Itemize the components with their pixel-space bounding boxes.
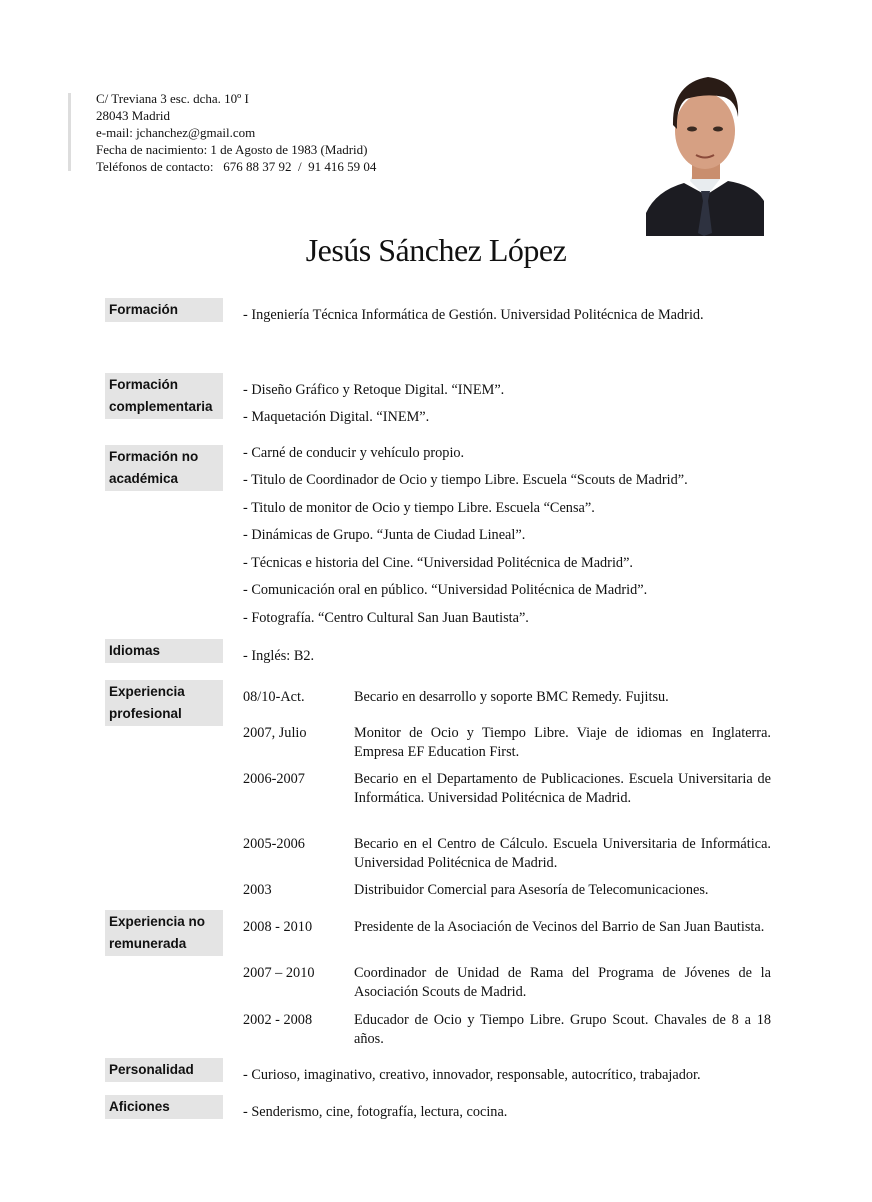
section-title: Aficiones: [109, 1099, 170, 1114]
volunteer-row: [243, 1011, 771, 1048]
list-item: - Titulo de monitor de Ocio y tiempo Libre. Escuela “Censa”.: [243, 500, 595, 516]
volunteer-text: Educador de Ocio y Tiempo Libre. Grupo Scout. Chavales de 8 a 18 años.: [354, 1012, 771, 1047]
experience-row: [243, 770, 771, 807]
experience-text: Becario en desarrollo y soporte BMC Remedy. Fujitsu.: [354, 689, 669, 705]
experience-row: [243, 724, 771, 761]
section-formacion: [105, 298, 223, 322]
profile-photo: [646, 73, 764, 236]
section-title: Formación: [109, 302, 179, 317]
section-title: Experiencia no: [109, 914, 206, 929]
experience-text: Becario en el Departamento de Publicaciones. Escuela Universitaria de Informática. Universidad Politécnica de Madrid.: [354, 771, 771, 806]
list-item: - Técnicas e historia del Cine. “Universidad Politécnica de Madrid”.: [243, 555, 633, 571]
volunteer-date: 2008 - 2010: [243, 919, 313, 935]
contact-birth: Fecha de nacimiento: 1 de Agosto de 1983 (Madrid): [96, 142, 368, 157]
experience-text: Distribuidor Comercial para Asesoría de Telecomunicaciones.: [354, 882, 709, 898]
list-item: - Comunicación oral en público. “Universidad Politécnica de Madrid”.: [243, 582, 648, 598]
list-item: - Fotografía. “Centro Cultural San Juan Bautista”.: [243, 610, 529, 626]
experience-date: 2005-2006: [243, 836, 305, 852]
section-title: académica: [109, 471, 179, 486]
section-title: Formación no: [109, 449, 199, 464]
contact-phones: Teléfonos de contacto: 676 88 37 92 / 91 416 59 04: [96, 159, 377, 174]
section-title: complementaria: [109, 399, 213, 414]
experience-row: [243, 881, 771, 900]
list-item: - Senderismo, cine, fotografía, lectura, cocina.: [243, 1104, 508, 1120]
contact-bar: [68, 93, 71, 171]
section-complementaria: [105, 373, 223, 419]
contact-city: 28043 Madrid: [96, 108, 171, 123]
volunteer-row: [243, 964, 771, 1001]
experience-date: 2007, Julio: [243, 725, 307, 741]
list-item: - Inglés: B2.: [243, 648, 315, 664]
volunteer-date: 2007 – 2010: [243, 965, 315, 981]
list-item: - Titulo de Coordinador de Ocio y tiempo Libre. Escuela “Scouts de Madrid”.: [243, 472, 688, 488]
section-title: Idiomas: [109, 643, 161, 658]
experience-date: 2006-2007: [243, 771, 305, 787]
experience-text: Monitor de Ocio y Tiempo Libre. Viaje de idiomas en Inglaterra. Empresa EF Education First.: [354, 725, 771, 760]
list-item: - Diseño Gráfico y Retoque Digital. “INEM”.: [243, 382, 505, 398]
experience-text: Becario en el Centro de Cálculo. Escuela Universitaria de Informática. Universidad Politécnica de Madrid.: [354, 836, 771, 871]
volunteer-text: Coordinador de Unidad de Rama del Programa de Jóvenes de la Asociación Scouts de Madrid.: [354, 965, 771, 1000]
list-item: - Ingeniería Técnica Informática de Gestión. Universidad Politécnica de Madrid.: [243, 307, 704, 323]
contact-block: [96, 90, 376, 175]
experience-date: 08/10-Act.: [243, 689, 305, 705]
volunteer-row: [243, 918, 771, 937]
volunteer-text: Presidente de la Asociación de Vecinos del Barrio de San Juan Bautista.: [354, 919, 765, 935]
list-item: - Maquetación Digital. “INEM”.: [243, 409, 430, 425]
section-no-academica: [105, 445, 223, 491]
section-title: Experiencia: [109, 684, 185, 699]
list-item: - Curioso, imaginativo, creativo, innovador, responsable, autocrítico, trabajador.: [243, 1067, 701, 1083]
contact-email: e-mail: jchanchez@gmail.com: [96, 125, 256, 140]
list-item: - Dinámicas de Grupo. “Junta de Ciudad Lineal”.: [243, 527, 526, 543]
experience-row: [243, 688, 771, 707]
section-idiomas: [105, 639, 223, 663]
section-title: remunerada: [109, 936, 187, 951]
section-personalidad: [105, 1058, 223, 1082]
section-aficiones: [105, 1095, 223, 1119]
section-title: Personalidad: [109, 1062, 194, 1077]
list-item: - Carné de conducir y vehículo propio.: [243, 445, 465, 461]
volunteer-date: 2002 - 2008: [243, 1012, 313, 1028]
section-title: profesional: [109, 706, 182, 721]
section-no-remunerada: [105, 910, 223, 956]
contact-address: C/ Treviana 3 esc. dcha. 10º I: [96, 91, 249, 106]
experience-date: 2003: [243, 882, 272, 898]
experience-row: [243, 835, 771, 872]
section-experiencia: [105, 680, 223, 726]
section-title: Formación: [109, 377, 179, 392]
candidate-name: Jesús Sánchez López: [305, 232, 567, 268]
